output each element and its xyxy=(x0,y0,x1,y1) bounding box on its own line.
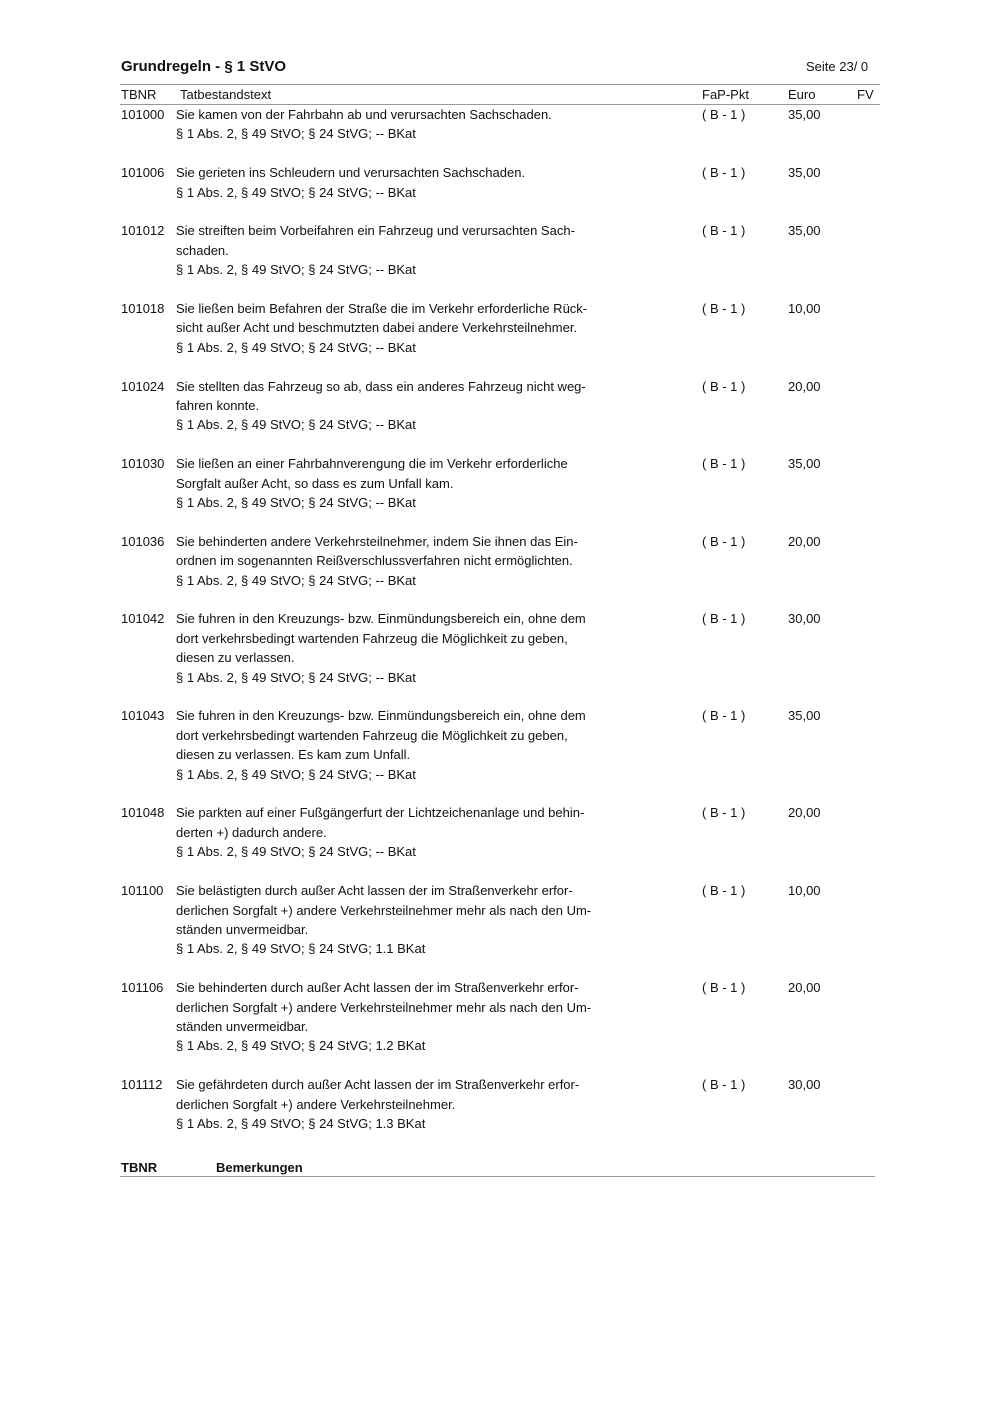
entry-text xyxy=(176,1075,616,1133)
page-number: Seite 23/ 0 xyxy=(806,59,869,74)
entry-row xyxy=(120,803,880,861)
entry-text-line: § 1 Abs. 2, § 49 StVO; § 24 StVG; -- BKat xyxy=(176,262,416,278)
entry-text-line: § 1 Abs. 2, § 49 StVO; § 24 StVG; -- BKat xyxy=(176,572,416,588)
column-euro: Euro xyxy=(788,87,816,102)
column-header xyxy=(120,85,880,104)
column-text: Tatbestandstext xyxy=(180,87,272,102)
entry-euro: 35,00 xyxy=(788,708,821,724)
entry-text-line: schaden. xyxy=(176,242,229,258)
entry-row xyxy=(120,105,880,144)
entry-text xyxy=(176,105,616,144)
entry-text-line: derlichen Sorgfalt +) andere Verkehrsteilnehmer. xyxy=(176,1096,456,1112)
entry-text-line: Sie behinderten andere Verkehrsteilnehmer, indem Sie ihnen das Ein- xyxy=(176,533,578,549)
entry-text-line: sicht außer Acht und beschmutzten dabei andere Verkehrsteilnehmer. xyxy=(176,320,578,336)
entry-text-line: Sorgfalt außer Acht, so dass es zum Unfall kam. xyxy=(176,475,454,491)
entry-number: 101030 xyxy=(121,456,165,472)
entry-euro: 35,00 xyxy=(788,223,821,239)
entry-text xyxy=(176,454,616,512)
entry-list xyxy=(120,105,880,1133)
entry-text-line: diesen zu verlassen. Es kam zum Unfall. xyxy=(176,747,411,763)
remarks-column-label: Bemerkungen xyxy=(216,1160,303,1175)
entry-text-line: Sie parkten auf einer Fußgängerfurt der Lichtzeichenanlage und behin- xyxy=(176,805,585,821)
entry-row xyxy=(120,454,880,512)
entry-text-line: § 1 Abs. 2, § 49 StVO; § 24 StVG; -- BKat xyxy=(176,669,416,685)
entry-euro: 10,00 xyxy=(788,301,821,317)
entry-fap-points: ( B - 1 ) xyxy=(702,378,746,394)
entry-number: 101106 xyxy=(121,980,164,996)
entry-text-line: Sie fuhren in den Kreuzungs- bzw. Einmündungsbereich ein, ohne dem xyxy=(176,708,586,724)
entry-text xyxy=(176,881,616,959)
entry-text xyxy=(176,978,616,1056)
entry-fap-points: ( B - 1 ) xyxy=(702,533,746,549)
entry-fap-points: ( B - 1 ) xyxy=(702,980,746,996)
entry-text xyxy=(176,609,616,687)
entry-row xyxy=(120,706,880,784)
entry-fap-points: ( B - 1 ) xyxy=(702,883,746,899)
entry-text-line: Sie streiften beim Vorbeifahren ein Fahrzeug und verursachten Sach- xyxy=(176,223,575,239)
entry-text xyxy=(176,221,616,279)
entry-euro: 30,00 xyxy=(788,1077,821,1093)
entry-text-line: derten +) dadurch andere. xyxy=(176,824,327,840)
entry-number: 101024 xyxy=(121,378,165,394)
entry-text-line: derlichen Sorgfalt +) andere Verkehrsteilnehmer mehr als nach den Um- xyxy=(176,902,592,918)
entry-row xyxy=(120,532,880,590)
document-page xyxy=(120,58,880,1153)
remarks-header xyxy=(120,1158,875,1177)
entry-row xyxy=(120,609,880,687)
entry-text-line: § 1 Abs. 2, § 49 StVO; § 24 StVG; 1.1 BKat xyxy=(176,941,426,957)
entry-text xyxy=(176,299,616,357)
entry-text-line: Sie gefährdeten durch außer Acht lassen der im Straßenverkehr erfor- xyxy=(176,1077,580,1093)
entry-number: 101042 xyxy=(121,611,165,627)
entry-row xyxy=(120,377,880,435)
entry-fap-points: ( B - 1 ) xyxy=(702,223,746,239)
page-title: Grundregeln - § 1 StVO xyxy=(121,58,287,75)
entry-fap-points: ( B - 1 ) xyxy=(702,165,746,181)
entry-row xyxy=(120,978,880,1056)
entry-number: 101012 xyxy=(121,223,165,239)
entry-row xyxy=(120,163,880,202)
entry-euro: 35,00 xyxy=(788,107,821,122)
entry-text-line: Sie ließen an einer Fahrbahnverengung die im Verkehr erforderliche xyxy=(176,456,568,472)
entry-text-line: § 1 Abs. 2, § 49 StVO; § 24 StVG; 1.2 BKat xyxy=(176,1038,426,1054)
entry-euro: 20,00 xyxy=(788,980,821,996)
column-fv: FV xyxy=(857,87,874,102)
entry-number: 101112 xyxy=(121,1077,163,1093)
entry-text-line: § 1 Abs. 2, § 49 StVO; § 24 StVG; -- BKat xyxy=(176,126,416,142)
entry-text-line: Sie stellten das Fahrzeug so ab, dass ein anderes Fahrzeug nicht weg- xyxy=(176,378,586,394)
page-header xyxy=(120,58,880,84)
entry-text-line: § 1 Abs. 2, § 49 StVO; § 24 StVG; -- BKat xyxy=(176,495,416,511)
entry-text-line: ständen unvermeidbar. xyxy=(176,921,309,937)
entry-text-line: diesen zu verlassen. xyxy=(176,650,295,666)
entry-euro: 20,00 xyxy=(788,805,821,821)
entry-text-line: Sie belästigten durch außer Acht lassen der im Straßenverkehr erfor- xyxy=(176,883,573,899)
entry-fap-points: ( B - 1 ) xyxy=(702,708,746,724)
entry-number: 101018 xyxy=(121,301,165,317)
entry-text-line: ordnen im sogenannten Reißverschlussverfahren nicht ermöglichten. xyxy=(176,553,573,569)
entry-number: 101006 xyxy=(121,165,165,181)
entry-text xyxy=(176,706,616,784)
entry-text-line: § 1 Abs. 2, § 49 StVO; § 24 StVG; -- BKat xyxy=(176,339,416,355)
entry-euro: 35,00 xyxy=(788,165,821,181)
entry-euro: 30,00 xyxy=(788,611,821,627)
entry-text-line: § 1 Abs. 2, § 49 StVO; § 24 StVG; 1.3 BKat xyxy=(176,1115,426,1131)
entry-fap-points: ( B - 1 ) xyxy=(702,805,746,821)
entry-text-line: Sie kamen von der Fahrbahn ab und verursachten Sachschaden. xyxy=(176,107,552,122)
entry-text-line: Sie behinderten durch außer Acht lassen der im Straßenverkehr erfor- xyxy=(176,980,579,996)
column-fap: FaP-Pkt xyxy=(702,87,749,102)
entry-text-line: Sie ließen beim Befahren der Straße die im Verkehr erforderliche Rück- xyxy=(176,301,588,317)
entry-fap-points: ( B - 1 ) xyxy=(702,611,746,627)
entry-euro: 10,00 xyxy=(788,883,821,899)
remarks-column-tbnr: TBNR xyxy=(121,1160,158,1175)
entry-number: 101000 xyxy=(121,107,165,122)
entry-text xyxy=(176,377,616,435)
entry-euro: 20,00 xyxy=(788,533,821,549)
entry-text-line: § 1 Abs. 2, § 49 StVO; § 24 StVG; -- BKat xyxy=(176,417,416,433)
entry-number: 101043 xyxy=(121,708,165,724)
entry-text xyxy=(176,532,616,590)
entry-fap-points: ( B - 1 ) xyxy=(702,107,746,122)
entry-text-line: § 1 Abs. 2, § 49 StVO; § 24 StVG; -- BKat xyxy=(176,844,416,860)
entry-row xyxy=(120,221,880,279)
entry-euro: 20,00 xyxy=(788,378,821,394)
entry-row xyxy=(120,299,880,357)
entry-number: 101036 xyxy=(121,533,165,549)
entry-fap-points: ( B - 1 ) xyxy=(702,1077,746,1093)
entry-text-line: dort verkehrsbedingt wartenden Fahrzeug die Möglichkeit zu geben, xyxy=(176,727,568,743)
entry-text-line: § 1 Abs. 2, § 49 StVO; § 24 StVG; -- BKat xyxy=(176,184,416,200)
entry-text-line: derlichen Sorgfalt +) andere Verkehrsteilnehmer mehr als nach den Um- xyxy=(176,999,592,1015)
entry-text-line: Sie gerieten ins Schleudern und verursachten Sachschaden. xyxy=(176,165,526,181)
entry-euro: 35,00 xyxy=(788,456,821,472)
entry-fap-points: ( B - 1 ) xyxy=(702,301,746,317)
entry-text xyxy=(176,803,616,861)
column-tbnr: TBNR xyxy=(121,87,157,102)
entry-text-line: fahren konnte. xyxy=(176,398,260,414)
entry-text-line: § 1 Abs. 2, § 49 StVO; § 24 StVG; -- BKat xyxy=(176,766,416,782)
entry-number: 101100 xyxy=(121,883,164,899)
entry-row xyxy=(120,881,880,959)
entry-text-line: ständen unvermeidbar. xyxy=(176,1018,309,1034)
entry-text-line: dort verkehrsbedingt wartenden Fahrzeug die Möglichkeit zu geben, xyxy=(176,630,568,646)
entry-fap-points: ( B - 1 ) xyxy=(702,456,746,472)
entry-row xyxy=(120,1075,880,1133)
entry-number: 101048 xyxy=(121,805,165,821)
entry-text xyxy=(176,163,616,202)
entry-text-line: Sie fuhren in den Kreuzungs- bzw. Einmündungsbereich ein, ohne dem xyxy=(176,611,586,627)
